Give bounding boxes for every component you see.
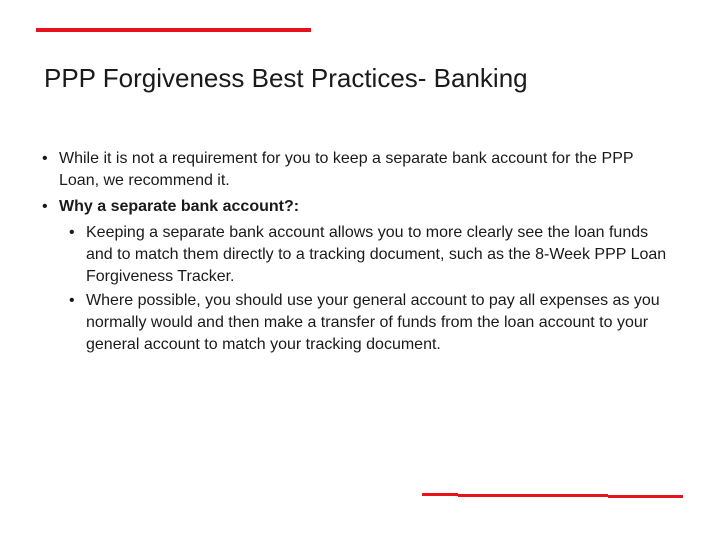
slide-title: PPP Forgiveness Best Practices- Banking: [44, 63, 528, 93]
sub-bullet-text: Keeping a separate bank account allows you to more clearly see the loan funds and to match them directly to a tracking document, such as the 8-Week PPP Loan Forgiveness Tracker.: [86, 224, 667, 285]
bullet-item: [42, 148, 674, 192]
bullet-marker: •: [69, 292, 75, 309]
bullet-marker: •: [42, 150, 48, 167]
bullet-text: While it is not a requirement for you to keep a separate bank account for the PPP Loan, we recommend it.: [59, 150, 634, 189]
bottom-accent-rule-segment: [608, 495, 683, 498]
sub-bullet-item: [69, 290, 676, 356]
bullet-heading: Why a separate bank account?:: [59, 198, 300, 215]
top-accent-rule: [36, 28, 311, 32]
bottom-accent-rule-segment: [422, 493, 458, 496]
bottom-accent-rule-segment: [458, 494, 608, 497]
sub-bullet-text: Where possible, you should use your general account to pay all expenses as you normally would and then make a transfer of funds from the loan account to your general account to match your tracking document.: [86, 292, 660, 353]
slide-body: [42, 148, 682, 358]
bullet-item: [42, 196, 674, 218]
bullet-marker: •: [42, 198, 48, 215]
bullet-marker: •: [69, 224, 75, 241]
sub-bullet-item: [69, 222, 676, 288]
